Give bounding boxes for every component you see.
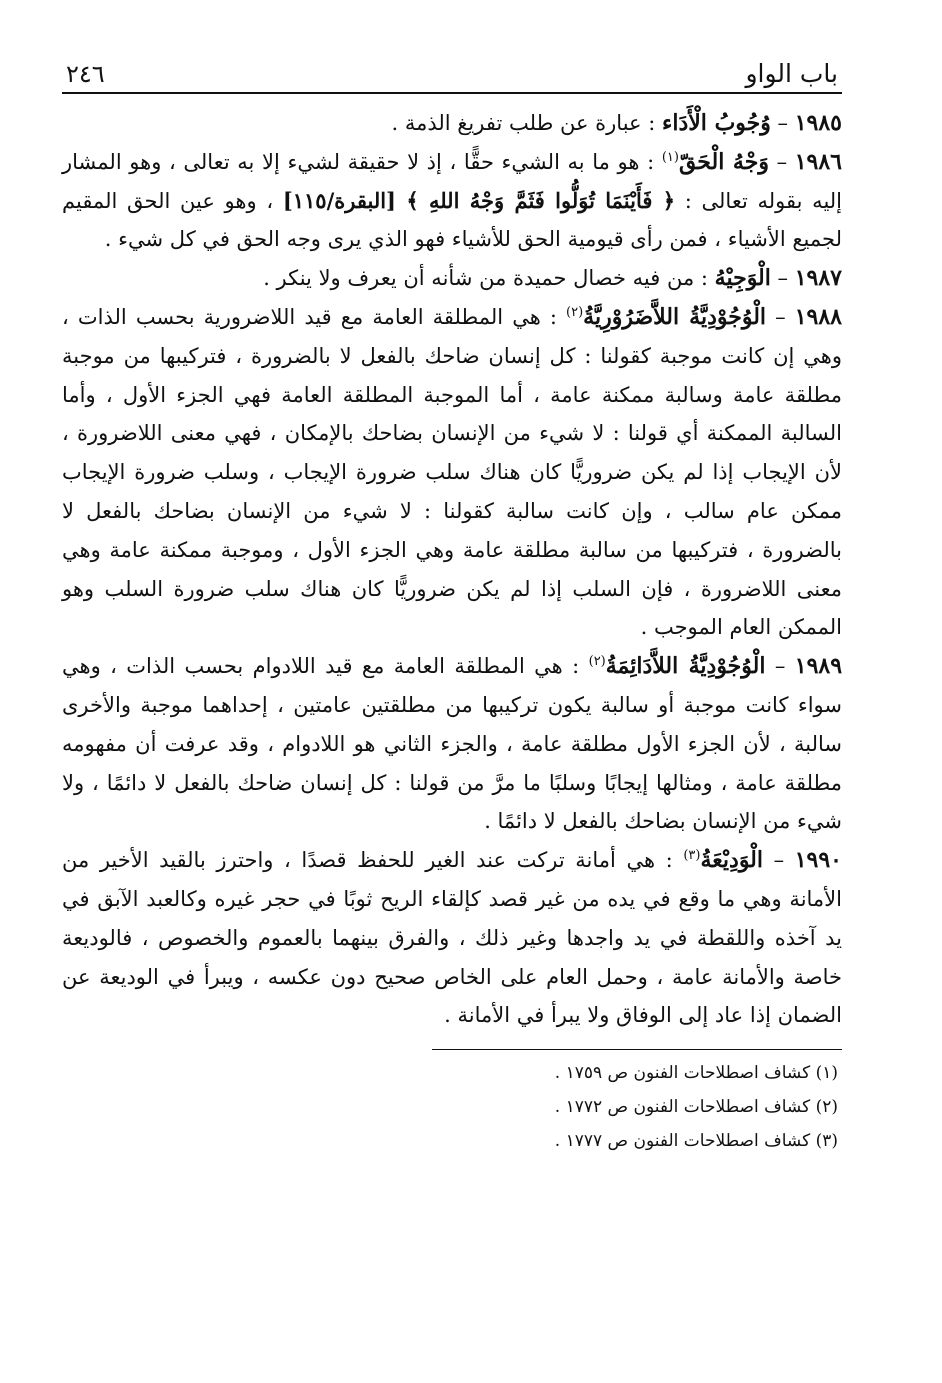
entry-term: وَجْهُ الْحَقّ xyxy=(678,148,769,175)
footnote-1 xyxy=(62,1056,842,1090)
entry-1988 xyxy=(62,298,842,647)
entry-dash: – xyxy=(763,848,795,873)
entry-definition: : هي أمانة تركت عند الغير للحفظ قصدًا ، واحترز بالقيد الأخير من الأمانة وهي ما وقع في يده من غير قصد كإلقاء الريح ثوبًا في حجر غيره وكالعبد الآبق في يد آخذه واللقطة في يد واجدها وغير ذلك ، والفرق بينهما بالعموم والخصوص ، فالوديعة خاصة والأمانة عامة ، وحمل العام على الخاص صحيح دون عكسه ، ويبرأ في الوديعة عن الضمان إذا عاد إلى الوفاق ولا يبرأ في الأمانة . xyxy=(62,848,842,1028)
footnote-divider xyxy=(432,1049,842,1050)
footnote-3 xyxy=(62,1124,842,1158)
entry-1990 xyxy=(62,841,842,1035)
entry-dash: – xyxy=(765,654,795,679)
entry-definition: : هي المطلقة العامة مع قيد اللادوام بحسب الذات ، وهي سواء كانت موجبة أو سالبة يكون تركيبها من مطلقتين عامتين ، إحداهما موجبة والأخرى سالبة ، لأن الجزء الأول مطلقة عامة ، والجزء الثاني هو اللادوام ، وقد عرفت أن مفهومه مطلقة عامة ، ومثالها إيجابًا وسلبًا ما مرَّ من قولنا : كل إنسان ضاحك بالفعل لا دائمًا ، ولا شيء من الإنسان بضاحك بالفعل لا دائمًا . xyxy=(62,654,842,834)
entry-definition: : عبارة عن طلب تفريغ الذمة . xyxy=(391,111,662,135)
entry-dash: – xyxy=(768,149,795,174)
entry-definition: : من فيه خصال حميدة من شأنه أن يعرف ولا ينكر . xyxy=(263,266,715,291)
footnote-mark: (١) xyxy=(815,1063,838,1084)
footnote-2 xyxy=(62,1090,842,1124)
entry-1985 xyxy=(62,104,842,143)
quran-verse: ﴿ فَأَيْنَمَا تُوَلُّوا فَثَمَّ وَجْهُ اللهِ ﴾ xyxy=(406,187,676,213)
entry-dash: – xyxy=(770,266,795,291)
footnote-text: كشاف اصطلاحات الفنون ص ١٧٧٧ . xyxy=(554,1131,811,1152)
entry-1987 xyxy=(62,259,842,298)
footnote-reference[interactable]: (١) xyxy=(661,149,679,165)
entry-number: ١٩٨٨ xyxy=(794,303,842,330)
footnote-mark: (٣) xyxy=(815,1131,838,1152)
document-page xyxy=(62,48,842,1158)
entry-definition: : هي المطلقة العامة مع قيد اللاضرورية بحسب الذات ، وهي إن كانت موجبة كقولنا : كل إنسان ضاحك بالفعل لا بالضرورة ، فتركيبها من موجبة مطلقة عامة وسالبة ممكنة عامة ، أما الموجبة المطلقة العامة فهي الجزء الأول ، وأما السالبة الممكنة أي قولنا : لا شيء من الإنسان بضاحك بالإمكان ، فهي معنى اللاضرورة ، لأن الإيجاب إذا لم يكن ضروريًّا كان هناك سلب ضرورة الإيجاب ، وسلب ضرورة الإيجاب ممكن عام سالب ، وإن كانت سالبة كقولنا : لا شيء من الإنسان بضاحك بالفعل لا بالضرورة ، فتركيبها من سالبة مطلقة عامة وهي الجزء الأول ، وموجبة ممكنة عامة وهي معنى اللاضرورة ، فإن السلب إذا لم يكن ضروريًّا كان هناك سلب ضرورة السلب وهو الممكن العام الموجب . xyxy=(62,304,842,640)
footnote-mark: (٢) xyxy=(815,1097,838,1118)
entry-number: ١٩٨٥ xyxy=(794,110,842,136)
footnote-reference[interactable]: (٣) xyxy=(683,848,701,864)
chapter-title: باب الواو xyxy=(745,59,838,88)
entry-dash: – xyxy=(770,111,795,135)
entry-number: ١٩٨٦ xyxy=(794,148,842,175)
footnote-text: كشاف اصطلاحات الفنون ص ١٧٥٩ . xyxy=(554,1063,811,1084)
main-text xyxy=(62,104,842,1035)
verse-reference: [البقرة/١١٥] xyxy=(282,187,407,213)
entry-1989 xyxy=(62,647,842,841)
entry-number: ١٩٨٩ xyxy=(794,653,843,680)
entry-definition-continued: ، وهو عين الحق المقيم لجميع الأشياء ، فمن رأى قيومية الحق للأشياء فهو الذي يرى وجه الحق في كل شيء . xyxy=(62,188,842,252)
footnote-text: كشاف اصطلاحات الفنون ص ١٧٧٢ . xyxy=(554,1097,811,1118)
entry-definition: : هو ما به الشيء حقًّا ، إذ لا حقيقة لشيء إلا به تعالى ، وهو المشار إليه بقوله تعالى : xyxy=(62,149,843,213)
footnotes xyxy=(62,1056,842,1158)
entry-term: الْوَجِيْهُ xyxy=(714,265,771,292)
running-header xyxy=(62,48,842,94)
entry-number: ١٩٩٠ xyxy=(794,847,842,874)
entry-dash: – xyxy=(766,304,795,329)
footnote-reference[interactable]: (٢) xyxy=(588,654,606,670)
entry-term: الْوَدِيْعَةُ xyxy=(700,847,763,874)
page-number: ٢٤٦ xyxy=(66,60,105,88)
entry-term: الْوُجُوْدِيَّةُ اللاَّضَرُوْرِيَّةُ xyxy=(583,303,767,330)
entry-number: ١٩٨٧ xyxy=(794,265,842,292)
entry-term: وُجُوبُ الْأَدَاء xyxy=(662,110,771,136)
entry-1986 xyxy=(62,143,842,259)
entry-term: الْوُجُوْدِيَّةُ اللاَّدَائِمَةُ xyxy=(605,653,766,680)
footnote-reference[interactable]: (٢) xyxy=(566,304,584,320)
